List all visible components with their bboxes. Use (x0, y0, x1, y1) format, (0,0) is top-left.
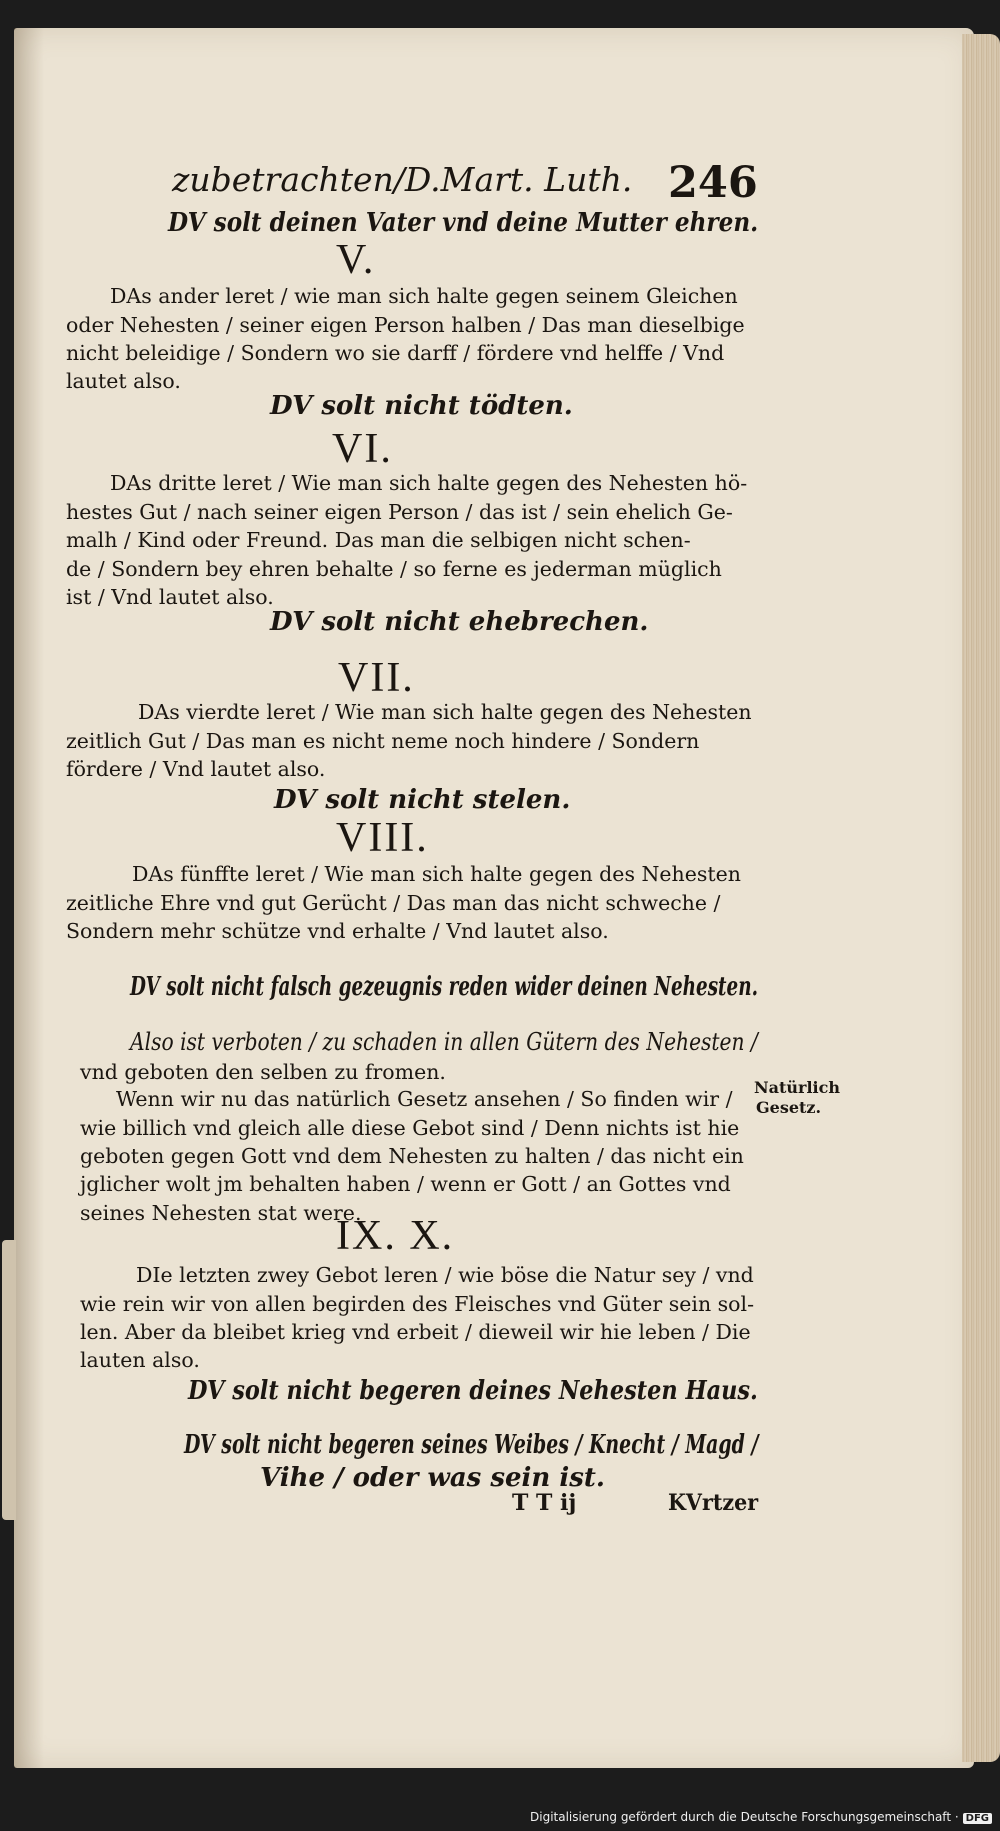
line-pb-5: seines Nehesten stat were. (80, 1201, 362, 1225)
line-cmd-6: DV solt nicht ehebrechen. (270, 607, 649, 637)
line-p5-2: oder Nehesten / seiner eigen Person halben / Das man dieselbige (66, 313, 745, 337)
line-p7-1: DAs vierdte leret / Wie man sich halte gegen des Nehesten (138, 700, 752, 724)
line-cmd-10a: DV solt nicht begeren seines Weibes / Knecht / Magd / (184, 1430, 759, 1460)
line-p6-1: DAs dritte leret / Wie man sich halte gegen des Nehesten hö- (110, 471, 748, 495)
line-numeral-v: V. (336, 237, 376, 283)
line-p8-2: zeitliche Ehre vnd gut Gerücht / Das man das nicht schweche / (66, 891, 721, 915)
line-numeral-vi: VI. (332, 426, 393, 472)
dfg-logo: DFG (963, 1813, 992, 1824)
line-p7-2: zeitlich Gut / Das man es nicht neme noch hindere / Sondern (66, 729, 700, 753)
running-header-title: zubetrachten/D.Mart. Luth. (172, 160, 633, 199)
line-p6-5: ist / Vnd lautet also. (66, 585, 274, 609)
line-p5-1: DAs ander leret / wie man sich halte gegen seinem Gleichen (110, 284, 738, 308)
line-numeral-ix-x: IX. X. (336, 1213, 455, 1259)
line-p6-2: hestes Gut / nach seiner eigen Person / das ist / sein ehelich Ge- (66, 500, 733, 524)
catchword: KVrtzer (668, 1490, 759, 1516)
signature-mark: T T ij (512, 1490, 577, 1516)
line-pa-1: Also ist verboten / zu schaden in allen Gütern des Nehesten / (130, 1028, 758, 1056)
line-cmd-4: DV solt deinen Vater vnd deine Mutter ehren. (168, 208, 759, 238)
line-pa-2: vnd geboten den selben zu fromen. (80, 1060, 446, 1084)
line-cmd-7: DV solt nicht stelen. (274, 785, 571, 815)
line-cmd-8: DV solt nicht falsch gezeugnis reden wider deinen Nehesten. (130, 972, 759, 1002)
line-cmd-9: DV solt nicht begeren deines Nehesten Haus. (188, 1376, 758, 1406)
line-p8-1: DAs fünffte leret / Wie man sich halte gegen des Nehesten (132, 862, 741, 886)
line-p9-1: DIe letzten zwey Gebot leren / wie böse die Natur sey / vnd (136, 1263, 754, 1287)
line-pb-2: wie billich vnd gleich alle diese Gebot sind / Denn nichts ist hie (80, 1116, 740, 1140)
margin-note-line-1: Natürlich (754, 1078, 840, 1097)
line-pb-4: jglicher wolt jm behalten haben / wenn er Gott / an Gottes vnd (80, 1172, 731, 1196)
line-p9-4: lauten also. (80, 1348, 200, 1372)
line-pb-3: geboten gegen Gott vnd dem Nehesten zu halten / das nicht ein (80, 1144, 744, 1168)
line-cmd-5: DV solt nicht tödten. (270, 391, 573, 421)
line-p9-2: wie rein wir von allen begirden des Fleisches vnd Güter sein sol- (80, 1292, 755, 1316)
line-p8-3: Sondern mehr schütze vnd erhalte / Vnd lautet also. (66, 919, 609, 943)
line-p7-3: fördere / Vnd lautet also. (66, 757, 326, 781)
margin-note-line-2: Gesetz. (756, 1098, 822, 1117)
page-number: 246 (668, 158, 758, 208)
line-p6-3: malh / Kind oder Freund. Das man die selbigen nicht schen- (66, 528, 691, 552)
line-p9-3: len. Aber da bleibet krieg vnd erbeit / dieweil wir hie leben / Die (80, 1320, 751, 1344)
line-pb-1: Wenn wir nu das natürlich Gesetz ansehen / So finden wir / (116, 1087, 733, 1111)
line-p5-4: lautet also. (66, 369, 181, 393)
line-numeral-vii: VII. (338, 655, 415, 701)
credit-text: Digitalisierung gefördert durch die Deutsche Forschungsgemeinschaft · (530, 1810, 959, 1824)
digitization-credit (530, 1810, 992, 1824)
line-p6-4: de / Sondern bey ehren behalte / so ferne es jederman müglich (66, 557, 722, 581)
line-p5-3: nicht beleidige / Sondern wo sie darff / fördere vnd helffe / Vnd (66, 341, 725, 365)
line-cmd-10b: Vihe / oder was sein ist. (260, 1463, 605, 1493)
line-numeral-viii: VIII. (336, 815, 429, 861)
